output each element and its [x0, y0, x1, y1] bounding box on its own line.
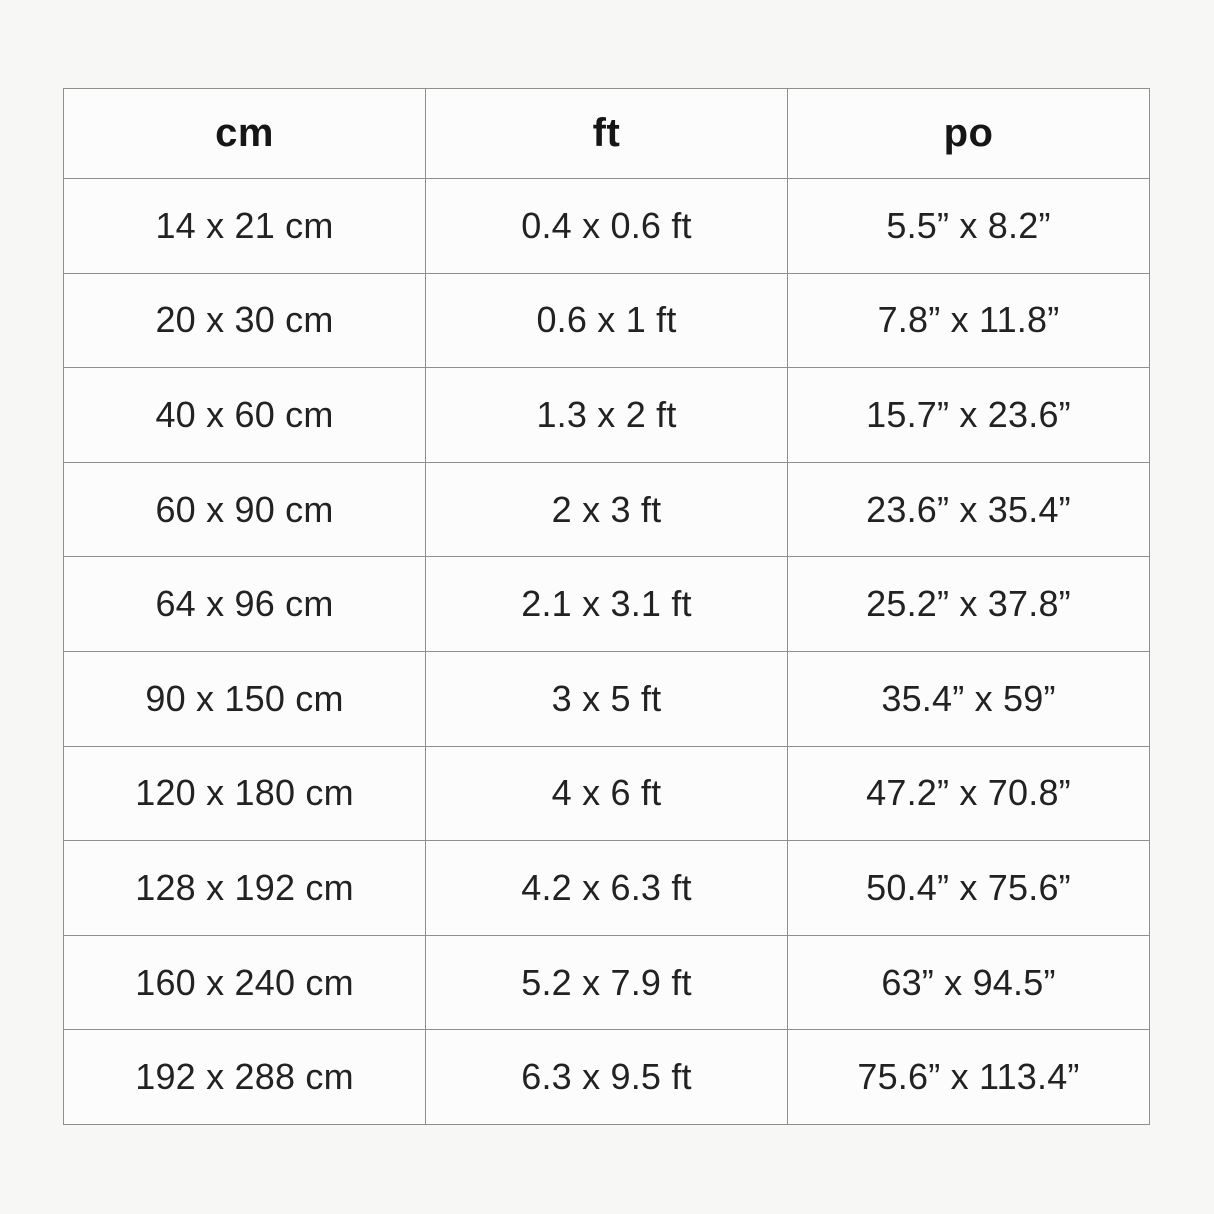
- cell-cm: 60 x 90 cm: [64, 462, 426, 557]
- cell-ft: 1.3 x 2 ft: [426, 368, 788, 463]
- header-cell-po: po: [788, 89, 1150, 179]
- header-cell-cm: cm: [64, 89, 426, 179]
- table-row: [64, 651, 1150, 746]
- cell-ft: 4.2 x 6.3 ft: [426, 841, 788, 936]
- cell-ft: 5.2 x 7.9 ft: [426, 935, 788, 1030]
- cell-po: 7.8” x 11.8”: [788, 273, 1150, 368]
- cell-cm: 14 x 21 cm: [64, 179, 426, 274]
- cell-cm: 160 x 240 cm: [64, 935, 426, 1030]
- cell-po: 50.4” x 75.6”: [788, 841, 1150, 936]
- size-conversion-table: [63, 88, 1150, 1125]
- cell-po: 47.2” x 70.8”: [788, 746, 1150, 841]
- table-body: [64, 179, 1150, 1125]
- table-header: [64, 89, 1150, 179]
- table-row: [64, 273, 1150, 368]
- table-row: [64, 746, 1150, 841]
- table-row: [64, 557, 1150, 652]
- cell-cm: 120 x 180 cm: [64, 746, 426, 841]
- cell-cm: 192 x 288 cm: [64, 1030, 426, 1125]
- cell-ft: 0.6 x 1 ft: [426, 273, 788, 368]
- cell-cm: 90 x 150 cm: [64, 651, 426, 746]
- cell-ft: 6.3 x 9.5 ft: [426, 1030, 788, 1125]
- cell-ft: 4 x 6 ft: [426, 746, 788, 841]
- cell-po: 75.6” x 113.4”: [788, 1030, 1150, 1125]
- cell-po: 5.5” x 8.2”: [788, 179, 1150, 274]
- table-row: [64, 841, 1150, 936]
- cell-cm: 40 x 60 cm: [64, 368, 426, 463]
- table-row: [64, 179, 1150, 274]
- cell-cm: 20 x 30 cm: [64, 273, 426, 368]
- cell-po: 23.6” x 35.4”: [788, 462, 1150, 557]
- table-row: [64, 935, 1150, 1030]
- cell-cm: 128 x 192 cm: [64, 841, 426, 936]
- cell-po: 25.2” x 37.8”: [788, 557, 1150, 652]
- table-row: [64, 462, 1150, 557]
- size-conversion-table-container: [63, 88, 1150, 1125]
- cell-ft: 3 x 5 ft: [426, 651, 788, 746]
- cell-po: 35.4” x 59”: [788, 651, 1150, 746]
- header-row: [64, 89, 1150, 179]
- cell-cm: 64 x 96 cm: [64, 557, 426, 652]
- cell-po: 63” x 94.5”: [788, 935, 1150, 1030]
- table-row: [64, 368, 1150, 463]
- table-row: [64, 1030, 1150, 1125]
- cell-ft: 0.4 x 0.6 ft: [426, 179, 788, 274]
- cell-po: 15.7” x 23.6”: [788, 368, 1150, 463]
- cell-ft: 2 x 3 ft: [426, 462, 788, 557]
- cell-ft: 2.1 x 3.1 ft: [426, 557, 788, 652]
- header-cell-ft: ft: [426, 89, 788, 179]
